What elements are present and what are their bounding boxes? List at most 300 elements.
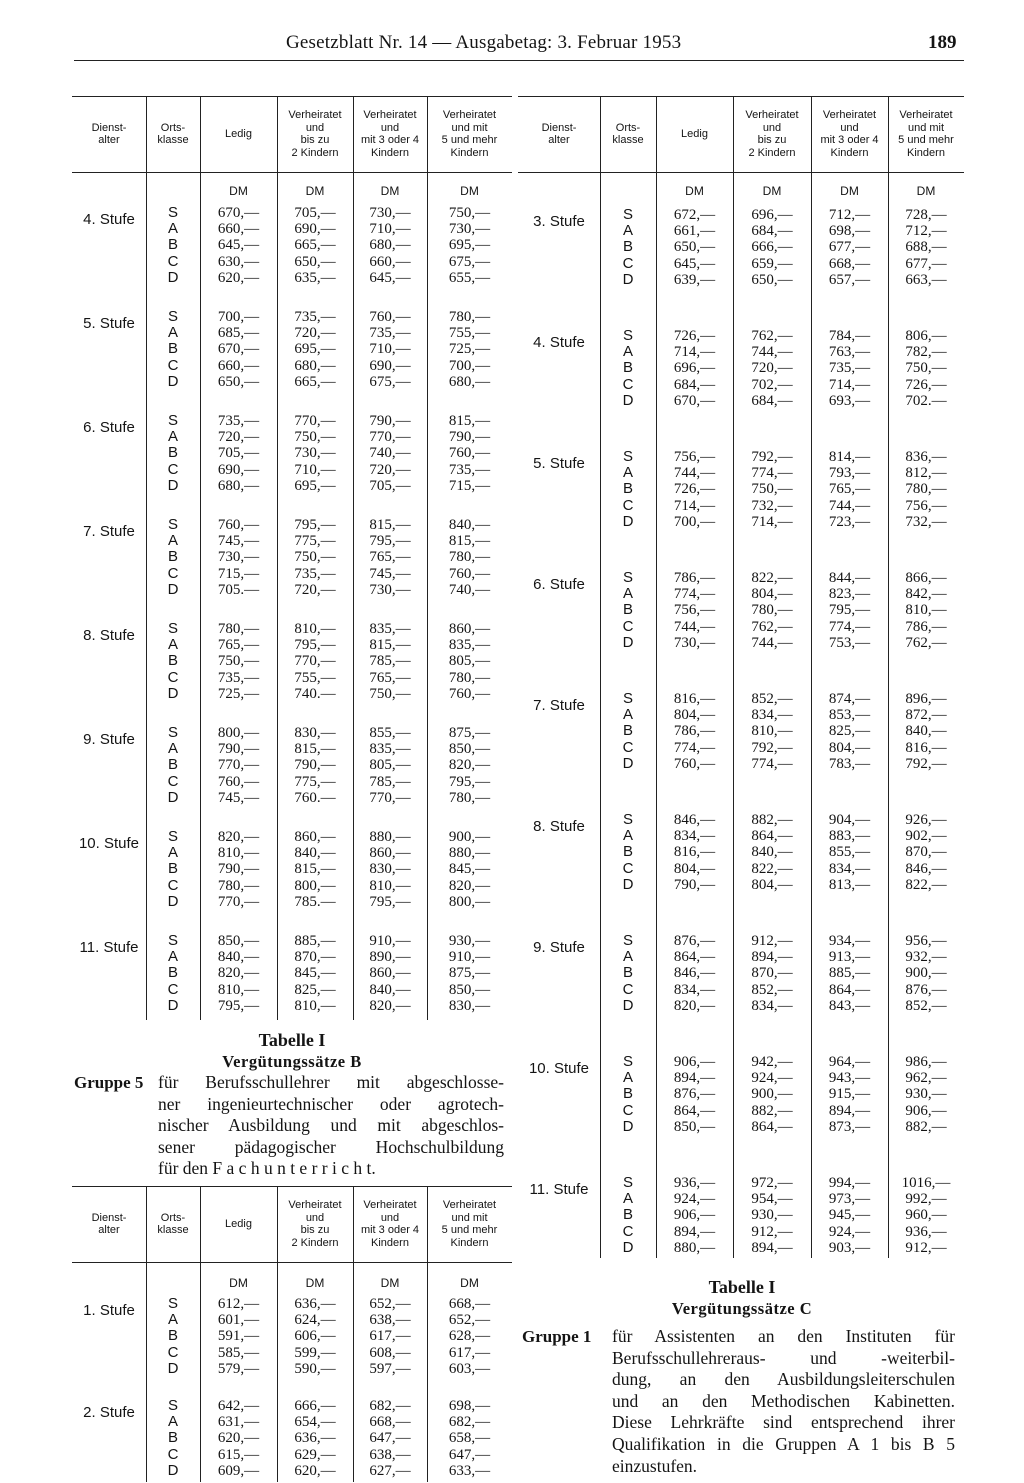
amount-cell: 770,— <box>294 653 336 670</box>
amount-cell: 735,— <box>448 461 491 478</box>
table-row <box>72 270 512 286</box>
table-row <box>72 965 512 981</box>
stufe-label: 6. Stufe <box>83 419 135 436</box>
amount-cell: 784,— <box>828 328 871 344</box>
amount-cell: 834,— <box>673 828 716 845</box>
table-row <box>72 1430 512 1446</box>
table-row <box>518 1119 964 1135</box>
ortsklasse-cell: C <box>622 1222 634 1240</box>
amount-cell: 650,— <box>217 373 260 390</box>
amount-cell: 785.— <box>294 893 336 910</box>
text-line: Berufsschullehreraus- und -weiterbil- <box>612 1347 955 1368</box>
column-header-ledig: Ledig <box>681 127 708 140</box>
table-row <box>72 861 512 877</box>
amount-cell: 696,— <box>673 360 716 377</box>
amount-cell: 730,— <box>294 445 336 462</box>
amount-cell: 732,— <box>751 497 793 514</box>
ortsklasse-cell: A <box>167 532 178 550</box>
amount-cell: 599,— <box>294 1344 336 1361</box>
stufe-label: 9. Stufe <box>83 731 135 748</box>
amount-cell: 825,— <box>294 981 336 998</box>
ortsklasse-cell: S <box>167 1397 178 1414</box>
ortsklasse-cell: C <box>622 980 634 998</box>
table-row <box>518 498 964 514</box>
table-row <box>518 514 964 530</box>
text-line: für Berufsschullehrer mit abgeschlosse- <box>158 1072 504 1092</box>
ortsklasse-cell: A <box>167 1413 178 1431</box>
table-row <box>518 465 964 481</box>
ortsklasse-cell: C <box>622 254 634 272</box>
amount-cell: 744,— <box>673 465 716 482</box>
table-row <box>518 877 964 893</box>
table-row <box>72 1414 512 1430</box>
amount-cell: 962,— <box>905 1070 947 1087</box>
amount-cell: 762,— <box>905 634 947 651</box>
amount-cell: 698,— <box>828 223 871 240</box>
amount-cell: 650,— <box>673 239 716 256</box>
amount-cell: 834,— <box>751 707 793 724</box>
table-row <box>72 374 512 390</box>
amount-cell: 762,— <box>751 618 793 635</box>
unit-label: DM <box>840 184 859 198</box>
amount-cell: 834,— <box>673 981 716 998</box>
amount-cell: 608,— <box>369 1344 411 1361</box>
amount-cell: 684,— <box>673 376 716 393</box>
amount-cell: 715,— <box>448 477 491 494</box>
amount-cell: 866,— <box>905 570 947 586</box>
amount-cell: 790,— <box>369 413 411 429</box>
amount-cell: 770,— <box>294 413 336 429</box>
amount-cell: 906,— <box>673 1207 716 1224</box>
amount-cell: 792,— <box>751 449 793 465</box>
amount-cell: 840,— <box>294 845 336 862</box>
amount-cell: 682,— <box>448 1414 491 1431</box>
amount-cell: 780,— <box>217 877 260 894</box>
table-row <box>72 1447 512 1463</box>
amount-cell: 774,— <box>673 586 716 603</box>
ortsklasse-cell: B <box>167 652 178 670</box>
amount-cell: 744,— <box>751 634 793 651</box>
ortsklasse-cell: A <box>167 740 178 758</box>
table-row <box>518 1070 964 1086</box>
ortsklasse-cell: S <box>622 206 633 223</box>
amount-cell: 810,— <box>217 981 260 998</box>
amount-cell: 902,— <box>905 828 947 845</box>
ortsklasse-cell: C <box>167 252 179 270</box>
table-row <box>518 723 964 739</box>
section-b-subtitle: Vergütungssätze B <box>222 1052 362 1071</box>
amount-cell: 579,— <box>217 1360 260 1377</box>
stufe-label: 5. Stufe <box>533 455 585 472</box>
amount-cell: 684,— <box>751 392 793 409</box>
column-header-ortsklasse: Orts- klasse <box>157 1211 189 1236</box>
amount-cell: 820,— <box>448 757 491 774</box>
amount-cell: 612,— <box>217 1296 260 1312</box>
table-row <box>72 358 512 374</box>
amount-cell: 836,— <box>905 449 947 465</box>
stufe-label: 2. Stufe <box>83 1404 135 1421</box>
table-row <box>518 1054 964 1070</box>
column-header-verh34: Verheiratet und mit 3 oder 4 Kindern <box>820 109 879 159</box>
amount-cell: 906,— <box>673 1054 716 1070</box>
table-row <box>518 861 964 877</box>
amount-cell: 675,— <box>448 253 491 270</box>
amount-cell: 790,— <box>294 757 336 774</box>
amount-cell: 850,— <box>673 1118 716 1135</box>
amount-cell: 760,— <box>448 565 491 582</box>
amount-cell: 628,— <box>448 1328 491 1345</box>
table-row <box>72 653 512 669</box>
ortsklasse-cell: C <box>622 1101 634 1119</box>
amount-cell: 657,— <box>828 271 871 288</box>
amount-cell: 620,— <box>217 269 260 286</box>
amount-cell: 660,— <box>217 357 260 374</box>
amount-cell: 760,— <box>448 445 491 462</box>
amount-cell: 942,— <box>751 1054 793 1070</box>
amount-cell: 845,— <box>294 965 336 982</box>
table-row <box>518 949 964 965</box>
column-header-verh2: Verheiratet und bis zu 2 Kindern <box>745 109 799 159</box>
amount-cell: 810,— <box>369 877 411 894</box>
amount-cell: 943,— <box>828 1070 871 1087</box>
ortsklasse-cell: D <box>167 372 179 390</box>
amount-cell: 894,— <box>751 1239 793 1256</box>
ortsklasse-cell: B <box>167 1327 178 1345</box>
amount-cell: 668,— <box>448 1296 491 1312</box>
amount-cell: 670,— <box>217 205 260 221</box>
column-header-verh5: Verheiratet und mit 5 und mehr Kindern <box>898 109 954 159</box>
amount-cell: 652,— <box>448 1312 491 1329</box>
text-line: Diese Lehrkräfte sind entsprechend ihrer <box>612 1412 955 1433</box>
amount-cell: 730,— <box>673 634 716 651</box>
amount-cell: 900,— <box>751 1086 793 1103</box>
amount-cell: 659,— <box>751 255 793 272</box>
ortsklasse-cell: B <box>622 238 633 256</box>
amount-cell: 954,— <box>751 1191 793 1208</box>
amount-cell: 790,— <box>448 429 491 446</box>
amount-cell: 725,— <box>448 341 491 358</box>
amount-cell: 645,— <box>369 269 411 286</box>
amount-cell: 804,— <box>751 586 793 603</box>
unit-label: DM <box>916 184 936 198</box>
amount-cell: 753,— <box>828 634 871 651</box>
amount-cell: 601,— <box>217 1312 260 1329</box>
stufe-label: 10. Stufe <box>528 1060 590 1077</box>
amount-cell: 760,— <box>448 685 491 702</box>
amount-cell: 964,— <box>828 1054 871 1070</box>
ortsklasse-cell: C <box>167 876 179 894</box>
amount-cell: 730,— <box>369 205 411 221</box>
ortsklasse-cell: B <box>622 964 633 982</box>
column-header-dienstalter: Dienst- alter <box>541 121 577 146</box>
amount-cell: 805,— <box>448 653 491 670</box>
ortsklasse-cell: A <box>622 948 633 966</box>
amount-cell: 820,— <box>369 997 411 1014</box>
amount-cell: 720,— <box>369 461 411 478</box>
column-header-verh5: Verheiratet und mit 5 und mehr Kindern <box>441 1199 498 1249</box>
amount-cell: 700,— <box>217 309 260 325</box>
stufe-label: 5. Stufe <box>83 315 135 332</box>
amount-cell: 585,— <box>217 1344 260 1361</box>
table-row <box>518 570 964 586</box>
amount-cell: 774,— <box>828 618 871 635</box>
amount-cell: 780,— <box>448 549 491 566</box>
section-b-title: Tabelle I <box>258 1030 326 1050</box>
amount-cell: 795,— <box>294 517 336 533</box>
amount-cell: 655,— <box>448 269 491 286</box>
amount-cell: 786,— <box>673 723 716 740</box>
amount-cell: 882,— <box>751 812 793 828</box>
amount-cell: 725,— <box>217 685 260 702</box>
amount-cell: 782,— <box>905 344 947 361</box>
stufe-label: 9. Stufe <box>533 939 585 956</box>
table-header-rule <box>72 172 512 173</box>
ortsklasse-cell: S <box>167 308 178 325</box>
ortsklasse-cell: B <box>622 722 633 740</box>
amount-cell: 677,— <box>905 255 947 272</box>
table-row <box>72 686 512 702</box>
amount-cell: 620,— <box>217 1430 260 1447</box>
amount-cell: 822,— <box>751 860 793 877</box>
table-header-rule <box>518 172 964 173</box>
section-c-group: Gruppe 1 <box>522 1327 592 1346</box>
table-row <box>518 207 964 223</box>
column-header-dienstalter: Dienst- alter <box>91 1211 127 1236</box>
amount-cell: 815,— <box>448 533 491 550</box>
ortsklasse-cell: D <box>167 1359 179 1377</box>
amount-cell: 885,— <box>828 965 871 982</box>
amount-cell: 740.— <box>294 685 336 702</box>
amount-cell: 880,— <box>369 829 411 845</box>
table-row <box>72 566 512 582</box>
amount-cell: 880,— <box>448 845 491 862</box>
ortsklasse-cell: A <box>622 464 633 482</box>
amount-cell: 652,— <box>369 1296 411 1312</box>
amount-cell: 775,— <box>294 773 336 790</box>
amount-cell: 820,— <box>217 965 260 982</box>
amount-cell: 705,— <box>217 445 260 462</box>
amount-cell: 700,— <box>448 357 491 374</box>
section-c-description <box>612 1326 955 1477</box>
table-row <box>518 982 964 998</box>
amount-cell: 633,— <box>448 1462 491 1479</box>
amount-cell: 810,— <box>294 997 336 1014</box>
amount-cell: 910,— <box>369 933 411 949</box>
ortsklasse-cell: D <box>622 996 634 1014</box>
amount-cell: 810,— <box>217 845 260 862</box>
table-row <box>518 965 964 981</box>
amount-cell: 930,— <box>448 933 491 949</box>
text-line: ner ingenieurtechnischer oder agrotech- <box>158 1093 504 1114</box>
amount-cell: 876,— <box>673 933 716 949</box>
amount-cell: 820,— <box>448 877 491 894</box>
table-row <box>518 256 964 272</box>
unit-label: DM <box>305 184 325 198</box>
amount-cell: 945,— <box>828 1207 871 1224</box>
amount-cell: 872,— <box>905 707 947 724</box>
ortsklasse-cell: B <box>622 601 633 619</box>
amount-cell: 850,— <box>448 981 491 998</box>
amount-cell: 815,— <box>294 741 336 758</box>
amount-cell: 690,— <box>294 221 336 238</box>
amount-cell: 680,— <box>369 237 411 254</box>
table-row <box>518 756 964 772</box>
ortsklasse-cell: S <box>167 412 178 429</box>
table-row <box>518 933 964 949</box>
amount-cell: 885,— <box>294 933 336 949</box>
amount-cell: 735,— <box>217 413 260 429</box>
unit-label: DM <box>460 1276 479 1290</box>
ortsklasse-cell: A <box>622 585 633 603</box>
amount-cell: 710,— <box>369 341 411 358</box>
table-row <box>72 478 512 494</box>
ortsklasse-cell: C <box>622 738 634 756</box>
ortsklasse-cell: D <box>622 1117 634 1135</box>
amount-cell: 864,— <box>673 1102 716 1119</box>
table-row <box>72 878 512 894</box>
amount-cell: 680,— <box>294 357 336 374</box>
amount-cell: 780,— <box>448 309 491 325</box>
amount-cell: 813,— <box>828 876 871 893</box>
amount-cell: 846,— <box>673 812 716 828</box>
amount-cell: 765,— <box>828 481 871 498</box>
ortsklasse-cell: D <box>167 788 179 806</box>
amount-cell: 815,— <box>448 413 491 429</box>
amount-cell: 730,— <box>448 221 491 238</box>
amount-cell: 615,— <box>217 1446 260 1463</box>
amount-cell: 825,— <box>828 723 871 740</box>
amount-cell: 786,— <box>905 618 947 635</box>
amount-cell: 705,— <box>369 477 411 494</box>
ortsklasse-cell: A <box>167 636 178 654</box>
amount-cell: 930,— <box>751 1207 793 1224</box>
amount-cell: 986,— <box>905 1054 947 1070</box>
table-row <box>518 812 964 828</box>
table-row <box>72 549 512 565</box>
amount-cell: 936,— <box>905 1223 947 1240</box>
amount-cell: 760,— <box>673 755 716 772</box>
table-row <box>518 1175 964 1191</box>
text-line: für den F a c h u n t e r r i c h t. <box>158 1158 376 1179</box>
amount-cell: 835,— <box>448 637 491 654</box>
ortsklasse-cell: A <box>167 324 178 342</box>
amount-cell: 850,— <box>217 933 260 949</box>
amount-cell: 688,— <box>905 239 947 256</box>
amount-cell: 684,— <box>751 223 793 240</box>
amount-cell: 730,— <box>369 581 411 598</box>
amount-cell: 823,— <box>828 586 871 603</box>
ortsklasse-cell: D <box>167 1461 179 1479</box>
table-row <box>518 602 964 618</box>
amount-cell: 816,— <box>673 844 716 861</box>
ortsklasse-cell: B <box>167 444 178 462</box>
amount-cell: 750,— <box>448 205 491 221</box>
amount-cell: 780,— <box>751 602 793 619</box>
column-header-dienstalter: Dienst- alter <box>91 121 127 146</box>
amount-cell: 760,— <box>369 309 411 325</box>
amount-cell: 720,— <box>217 429 260 446</box>
amount-cell: 750,— <box>751 481 793 498</box>
column-header-ortsklasse: Orts- klasse <box>157 121 189 146</box>
amount-cell: 840,— <box>217 949 260 966</box>
amount-cell: 755,— <box>294 669 336 686</box>
amount-cell: 924,— <box>673 1191 716 1208</box>
amount-cell: 685,— <box>217 325 260 342</box>
amount-cell: 785,— <box>369 773 411 790</box>
amount-cell: 924,— <box>751 1070 793 1087</box>
amount-cell: 814,— <box>828 449 871 465</box>
amount-cell: 822,— <box>751 570 793 586</box>
ortsklasse-cell: D <box>622 270 634 288</box>
ortsklasse-cell: B <box>167 756 178 774</box>
table-row <box>72 429 512 445</box>
amount-cell: 894,— <box>828 1102 871 1119</box>
amount-cell: 636,— <box>294 1430 336 1447</box>
section-c-subtitle: Vergütungssätze C <box>671 1299 813 1318</box>
amount-cell: 790,— <box>673 876 716 893</box>
table-row <box>518 449 964 465</box>
amount-cell: 894,— <box>673 1223 716 1240</box>
amount-cell: 800,— <box>294 877 336 894</box>
ortsklasse-cell: D <box>167 476 179 494</box>
amount-cell: 700,— <box>673 513 716 530</box>
amount-cell: 932,— <box>905 949 947 966</box>
stufe-label: 8. Stufe <box>83 627 135 644</box>
amount-cell: 695,— <box>294 341 336 358</box>
amount-cell: 830,— <box>294 725 336 741</box>
amount-cell: 695,— <box>294 477 336 494</box>
amount-cell: 636,— <box>294 1296 336 1312</box>
section-b-description <box>158 1072 504 1180</box>
ortsklasse-cell: S <box>622 690 633 707</box>
amount-cell: 840,— <box>369 981 411 998</box>
ortsklasse-cell: C <box>167 356 179 374</box>
amount-cell: 934,— <box>828 933 871 949</box>
amount-cell: 804,— <box>751 876 793 893</box>
amount-cell: 926,— <box>905 812 947 828</box>
amount-cell: 815,— <box>294 861 336 878</box>
amount-cell: 609,— <box>217 1462 260 1479</box>
amount-cell: 654,— <box>294 1414 336 1431</box>
amount-cell: 795,— <box>369 533 411 550</box>
amount-cell: 786,— <box>673 570 716 586</box>
amount-cell: 864,— <box>751 1118 793 1135</box>
table-row <box>518 635 964 651</box>
amount-cell: 710,— <box>294 461 336 478</box>
ortsklasse-cell: S <box>622 1053 633 1070</box>
amount-cell: 792,— <box>751 739 793 756</box>
amount-cell: 852,— <box>751 981 793 998</box>
amount-cell: 785,— <box>369 653 411 670</box>
stufe-label: 8. Stufe <box>533 818 585 835</box>
table-row <box>518 272 964 288</box>
amount-cell: 855,— <box>369 725 411 741</box>
table-row <box>72 845 512 861</box>
amount-cell: 860,— <box>369 965 411 982</box>
amount-cell: 624,— <box>294 1312 336 1329</box>
amount-cell: 695,— <box>448 237 491 254</box>
table-row <box>72 949 512 965</box>
amount-cell: 780,— <box>448 789 491 806</box>
table-row <box>72 237 512 253</box>
amount-cell: 690,— <box>217 461 260 478</box>
salary-table-left-bottom <box>72 1186 512 1482</box>
table-row <box>518 393 964 409</box>
unit-label: DM <box>229 184 248 198</box>
amount-cell: 735,— <box>294 309 336 325</box>
table-row <box>518 1224 964 1240</box>
amount-cell: 900,— <box>448 829 491 845</box>
